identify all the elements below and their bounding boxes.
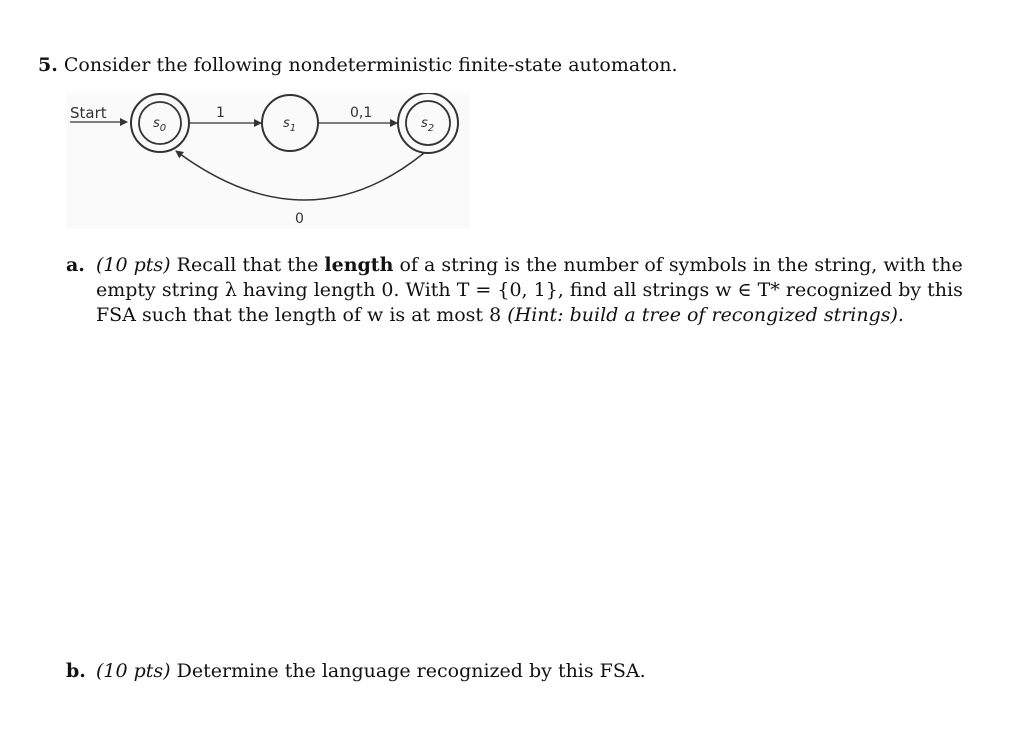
part-a-hint: (Hint: build a tree of recongized strings). — [507, 304, 904, 326]
part-a-line-3: FSA such that the length of w is at most 8 (Hint: build a tree of recongized strings). — [96, 304, 904, 326]
transition-s2-s0-label: 0 — [295, 211, 304, 227]
state-s1-label: $s_1$ — [283, 116, 297, 134]
state-s2 — [398, 93, 458, 153]
length-term: length — [324, 254, 394, 276]
start-label: Start — [70, 104, 107, 122]
problem-statement: Consider the following nondeterministic finite-state automaton. — [63, 54, 678, 76]
state-s1 — [262, 95, 318, 151]
part-a-label: a. — [66, 254, 85, 276]
state-s2-label: $s_2$ — [421, 116, 435, 134]
state-s0 — [131, 94, 189, 152]
problem-heading — [38, 53, 678, 77]
part-a-body — [96, 253, 963, 328]
problem-number: 5. — [38, 54, 58, 76]
part-a — [66, 253, 963, 328]
part-b-label: b. — [66, 660, 86, 682]
transition-s0-s1-label: 1 — [216, 105, 225, 121]
fsa-diagram-svg — [66, 93, 470, 229]
part-a-points: (10 pts) — [96, 254, 171, 276]
part-b-text: Determine the language recognized by this FSA. — [176, 660, 646, 682]
part-b-body — [96, 659, 946, 684]
fsa-diagram — [66, 93, 470, 229]
state-s0-label: $s_0$ — [153, 116, 167, 134]
part-b-points: (10 pts) — [96, 660, 171, 682]
part-a-line-1: (10 pts) Recall that the length of a string is the number of symbols in the string, with the — [96, 254, 963, 276]
part-a-line-2: empty string λ having length 0. With T = {0, 1}, find all strings w ∈ T* recognized by this — [96, 279, 963, 301]
transition-s1-s2-label: 0,1 — [350, 105, 373, 121]
part-b — [66, 659, 946, 684]
transition-s2-s0 — [176, 151, 424, 200]
